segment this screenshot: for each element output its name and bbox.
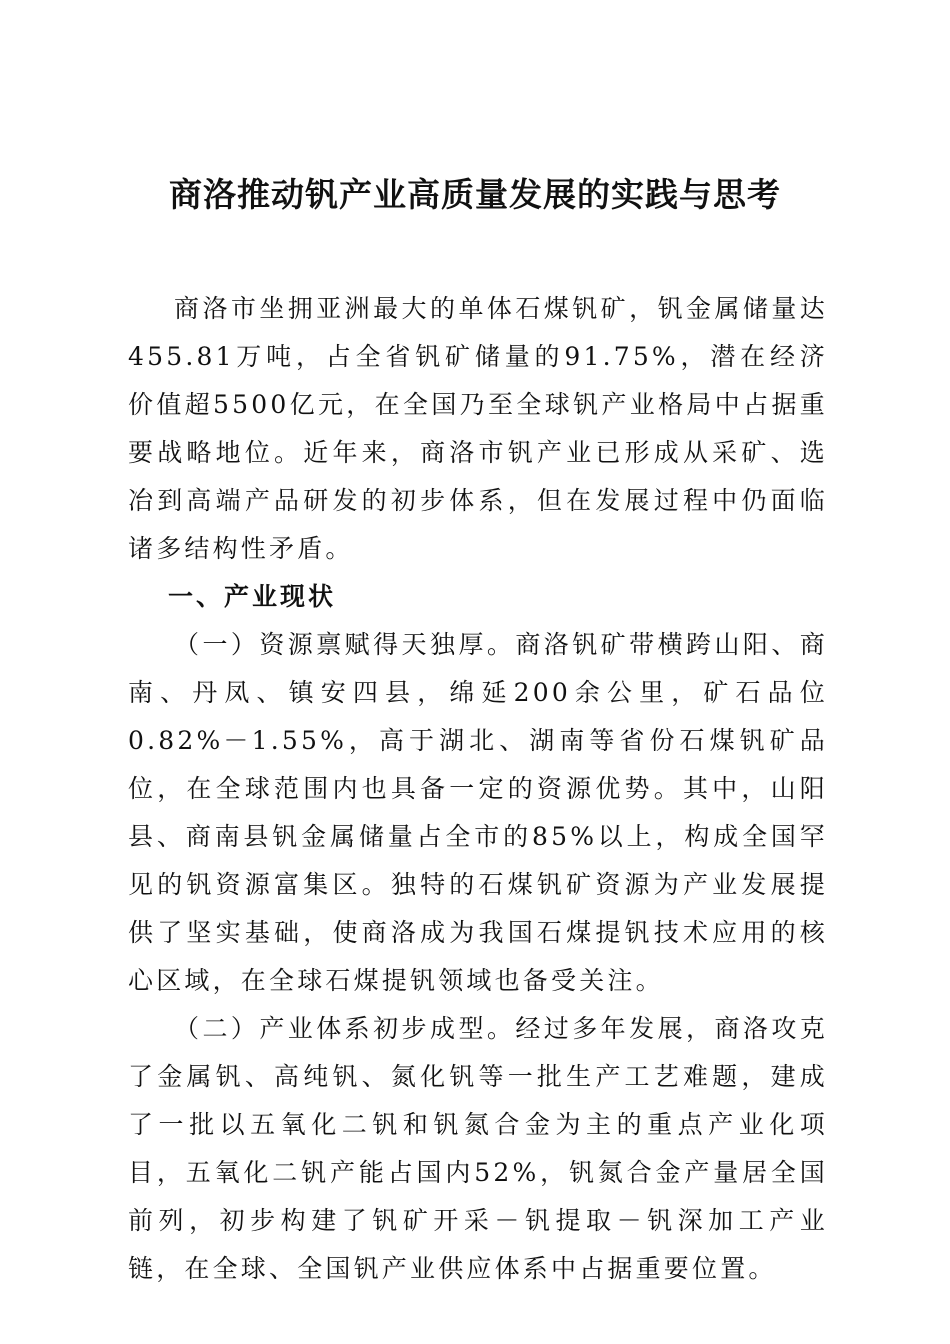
- document-title: 商洛推动钒产业高质量发展的实践与思考: [169, 175, 781, 214]
- paragraph-industry-system: （二）产业体系初步成型。经过多年发展，商洛攻克了金属钒、高纯钒、氮化钒等一批生产工艺难题，建成了一批以五氧化二钒和钒氮合金为主的重点产业化项目，五氧化二钒产能占国内52%，钒氮合金产量居全国前列，初步构建了钒矿开采－钒提取－钒深加工产业链，在全球、全国钒产业供应体系中占据重要位置。: [128, 1014, 828, 1283]
- intro-paragraph: 商洛市坐拥亚洲最大的单体石煤钒矿，钒金属储量达455.81万吨，占全省钒矿储量的91.75%，潜在经济价值超5500亿元，在全国乃至全球钒产业格局中占据重要战略地位。近年来，商洛市钒产业已形成从采矿、选冶到高端产品研发的初步体系，但在发展过程中仍面临诸多结构性矛盾。: [128, 294, 828, 563]
- document-body: [128, 285, 828, 1293]
- paragraph-resource-endowment: （一）资源禀赋得天独厚。商洛钒矿带横跨山阳、商南、丹凤、镇安四县，绵延200余公里，矿石品位0.82%－1.55%，高于湖北、湖南等省份石煤钒矿品位，在全球范围内也具备一定的资源优势。其中，山阳县、商南县钒金属储量占全市的85%以上，构成全国罕见的钒资源富集区。独特的石煤钒矿资源为产业发展提供了坚实基础，使商洛成为我国石煤提钒技术应用的核心区域，在全球石煤提钒领域也备受关注。: [128, 630, 828, 995]
- section-heading-industry-status: 一、产业现状: [168, 582, 337, 611]
